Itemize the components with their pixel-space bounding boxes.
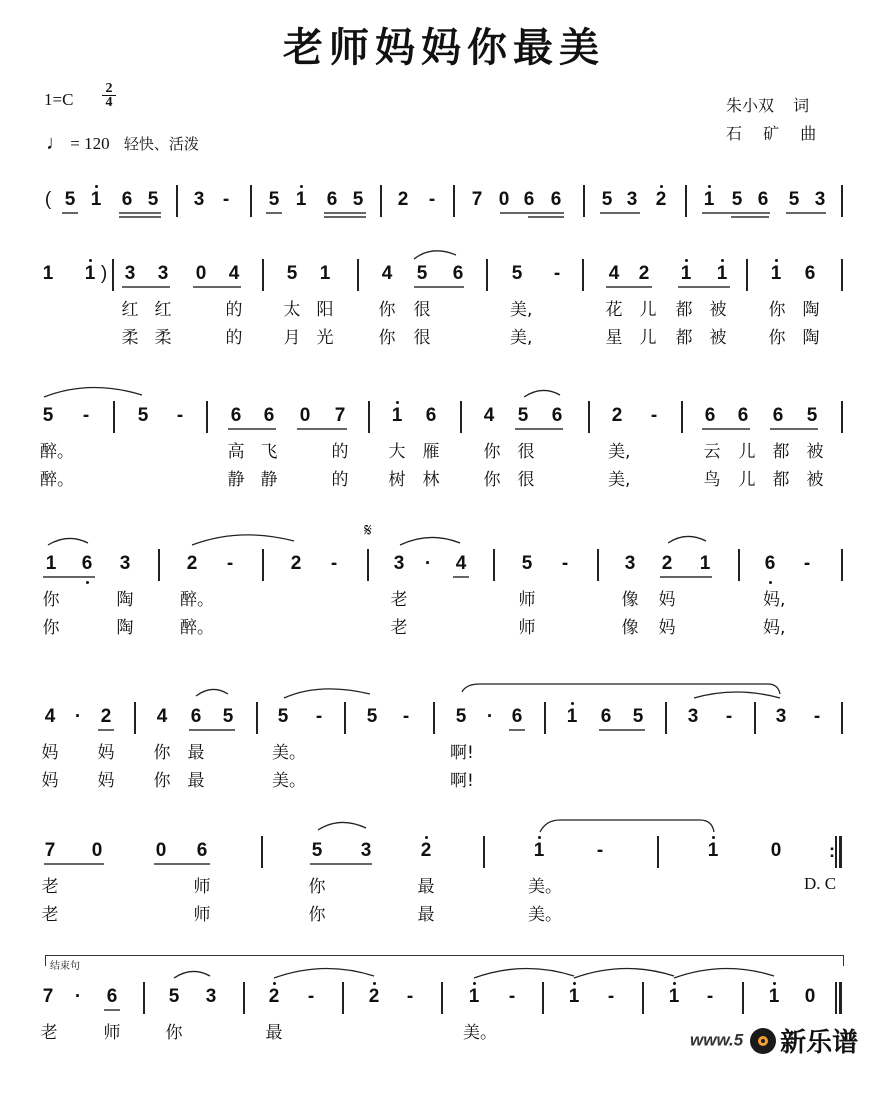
note: 5 <box>286 263 298 284</box>
note: 0 <box>299 405 311 426</box>
note: 0 <box>91 840 103 861</box>
note: 6 <box>121 189 133 210</box>
note: 2 <box>655 189 667 210</box>
note: 5 <box>311 840 323 861</box>
note: 4 <box>483 405 495 426</box>
note: 3 <box>360 840 372 861</box>
slur <box>0 814 888 854</box>
slur <box>0 680 888 720</box>
note: 6 <box>190 706 202 727</box>
note: 4 <box>381 263 393 284</box>
note: - <box>428 189 436 210</box>
note: 3 <box>775 706 787 727</box>
note: 6 <box>230 405 242 426</box>
note: 1 <box>707 840 719 861</box>
note: 4 <box>228 263 240 284</box>
note: 1 <box>699 553 711 574</box>
note: 3 <box>157 263 169 284</box>
note: 2 <box>661 553 673 574</box>
watermark <box>690 1022 858 1059</box>
note: 1 <box>668 986 680 1007</box>
note: · <box>486 706 494 727</box>
note: 6 <box>757 189 769 210</box>
song-title: 老师妈妈你最美 <box>283 25 605 71</box>
segno-icon: 𝄋 <box>364 520 372 540</box>
note: 0 <box>804 986 816 1007</box>
note: - <box>226 553 234 574</box>
note: 4 <box>608 263 620 284</box>
score-line-3: 5 - 5 - 6 6 0 7 1 6 4 5 6 2 - 6 6 6 5 醉。 高 飞 的 大 雁 你 很 美, 云 儿 都 被 醉。 静 静 的 树 林 你 很 美, 鸟 儿 都 被 <box>0 405 888 515</box>
note: 5 <box>268 189 280 210</box>
note: 1 <box>90 189 102 210</box>
watermark-url: www.5 <box>690 1030 744 1050</box>
score-line-5: 4 · 2 4 6 5 5 - 5 - 5 · 6 1 6 5 3 - 3 - 妈 妈 你 最 美。 啊! 妈 妈 你 最 美。 啊! <box>0 706 888 816</box>
note: 5 <box>511 263 523 284</box>
composer-name: 石 矿 <box>726 124 788 143</box>
note: 6 <box>804 263 816 284</box>
note: 7 <box>334 405 346 426</box>
note: - <box>553 263 561 284</box>
note: - <box>561 553 569 574</box>
note: 6 <box>511 706 523 727</box>
note: · <box>74 986 82 1007</box>
note: 6 <box>425 405 437 426</box>
note: - <box>82 405 90 426</box>
note: 3 <box>124 263 136 284</box>
note: 1 <box>391 405 403 426</box>
note: 6 <box>772 405 784 426</box>
tempo-value: = 120 <box>70 134 110 153</box>
lyricist-credit <box>726 93 809 116</box>
note: 6 <box>551 405 563 426</box>
note: 3 <box>814 189 826 210</box>
composer-credit <box>726 121 816 144</box>
note: 3 <box>205 986 217 1007</box>
note: 0 <box>155 840 167 861</box>
note: 5 <box>601 189 613 210</box>
note: 0 <box>770 840 782 861</box>
note: 6 <box>523 189 535 210</box>
note: 3 <box>687 706 699 727</box>
note: - <box>803 553 811 574</box>
da-capo-marking: D. C <box>804 874 837 893</box>
note: 5 <box>147 189 159 210</box>
note: 2 <box>100 706 112 727</box>
note: 5 <box>366 706 378 727</box>
note: 4 <box>455 553 467 574</box>
note: 2 <box>290 553 302 574</box>
note: 7 <box>44 840 56 861</box>
note: 1 <box>295 189 307 210</box>
note: 1 <box>716 263 728 284</box>
note: 6 <box>106 986 118 1007</box>
note: · <box>424 553 432 574</box>
slur <box>0 383 888 423</box>
note: 6 <box>452 263 464 284</box>
note: 7 <box>471 189 483 210</box>
note: 5 <box>222 706 234 727</box>
note: 5 <box>455 706 467 727</box>
note: 2 <box>420 840 432 861</box>
score-line-7: 7 · 6 5 3 2 - 2 - 1 - 1 - 1 - 1 0 老 师 你 最 美。 <box>0 986 888 1096</box>
note: 6 <box>737 405 749 426</box>
note: 1 <box>703 189 715 210</box>
note: 5 <box>788 189 800 210</box>
quarter-note-icon: ♩ <box>46 132 66 154</box>
note: 6 <box>81 553 93 574</box>
note: 2 <box>368 986 380 1007</box>
note: - <box>813 706 821 727</box>
note: 6 <box>196 840 208 861</box>
lyricist-name: 朱小双 <box>726 96 775 115</box>
note: 5 <box>517 405 529 426</box>
note: - <box>596 840 604 861</box>
note: 5 <box>42 405 54 426</box>
note: - <box>222 189 230 210</box>
note: 3 <box>119 553 131 574</box>
note: 1 <box>768 986 780 1007</box>
note: - <box>508 986 516 1007</box>
note: - <box>725 706 733 727</box>
note: - <box>406 986 414 1007</box>
note: 7 <box>42 986 54 1007</box>
note: 6 <box>263 405 275 426</box>
note: · <box>74 706 82 727</box>
note: - <box>315 706 323 727</box>
time-signature-top: 2 <box>105 81 113 96</box>
note: 5 <box>168 986 180 1007</box>
note: 0 <box>195 263 207 284</box>
time-signature <box>102 82 116 109</box>
note: - <box>706 986 714 1007</box>
note: 6 <box>326 189 338 210</box>
lyricist-role: 词 <box>793 96 810 115</box>
note: - <box>307 986 315 1007</box>
score-line-6: 7 0 0 6 5 3 2 1 - 1 0 : 老 师 你 最 美。 老 师 你 最 美。 D. C <box>0 840 888 950</box>
note: 5 <box>632 706 644 727</box>
slur <box>0 960 888 1000</box>
note: 3 <box>393 553 405 574</box>
repeat-end-icon: : <box>829 841 835 861</box>
note: 1 <box>566 706 578 727</box>
note: 2 <box>268 986 280 1007</box>
note: - <box>330 553 338 574</box>
note: 5 <box>806 405 818 426</box>
note: 6 <box>550 189 562 210</box>
note: 5 <box>416 263 428 284</box>
note: 5 <box>137 405 149 426</box>
tempo-marking <box>46 132 199 155</box>
note: 3 <box>624 553 636 574</box>
score-line-2: 1 1 ) 3 3 0 4 5 1 4 5 6 5 - 4 2 1 1 1 6 红 红 的 太 阳 你 很 美, 花 儿 都 被 你 陶 柔 柔 的 月 光 你 很 美, 星 儿 都 被 你 陶 <box>0 263 888 373</box>
tempo-expression: 轻快、活泼 <box>123 135 199 153</box>
slur <box>0 241 888 281</box>
note: 1 <box>84 263 96 284</box>
watermark-brand: 新乐谱 <box>780 1028 859 1058</box>
note: 5 <box>64 189 76 210</box>
note: 0 <box>498 189 510 210</box>
note: 6 <box>600 706 612 727</box>
ending-label: 结束句 <box>50 961 80 972</box>
note: 2 <box>638 263 650 284</box>
note: 4 <box>44 706 56 727</box>
note: 1 <box>45 553 57 574</box>
key-signature: 1=C <box>44 90 74 109</box>
time-signature-bottom: 4 <box>102 95 116 109</box>
note: 5 <box>277 706 289 727</box>
vinyl-record-icon <box>750 1028 776 1054</box>
note: 3 <box>193 189 205 210</box>
note: - <box>607 986 615 1007</box>
score-line-4: 1 6 3 2 - 2 - 𝄋 3 · 4 5 - 3 2 1 6 - 你 陶 醉。 老 师 像 妈 妈, 你 陶 醉。 老 师 像 妈 妈, <box>0 553 888 663</box>
note: 2 <box>611 405 623 426</box>
slur <box>0 531 888 571</box>
note: 6 <box>764 553 776 574</box>
note: 1 <box>468 986 480 1007</box>
note: 5 <box>731 189 743 210</box>
note: 1 <box>770 263 782 284</box>
paren-close: ) <box>100 263 108 284</box>
note: 1 <box>568 986 580 1007</box>
paren-open: ( <box>44 189 52 210</box>
note: - <box>402 706 410 727</box>
note: 1 <box>680 263 692 284</box>
note: - <box>650 405 658 426</box>
note: 1 <box>319 263 331 284</box>
note: 6 <box>704 405 716 426</box>
note: 1 <box>42 263 54 284</box>
note: 5 <box>352 189 364 210</box>
note: 3 <box>626 189 638 210</box>
composer-role: 曲 <box>800 124 817 143</box>
note: 2 <box>186 553 198 574</box>
note: 2 <box>397 189 409 210</box>
note: 4 <box>156 706 168 727</box>
note: 1 <box>533 840 545 861</box>
note: - <box>176 405 184 426</box>
note: 5 <box>521 553 533 574</box>
